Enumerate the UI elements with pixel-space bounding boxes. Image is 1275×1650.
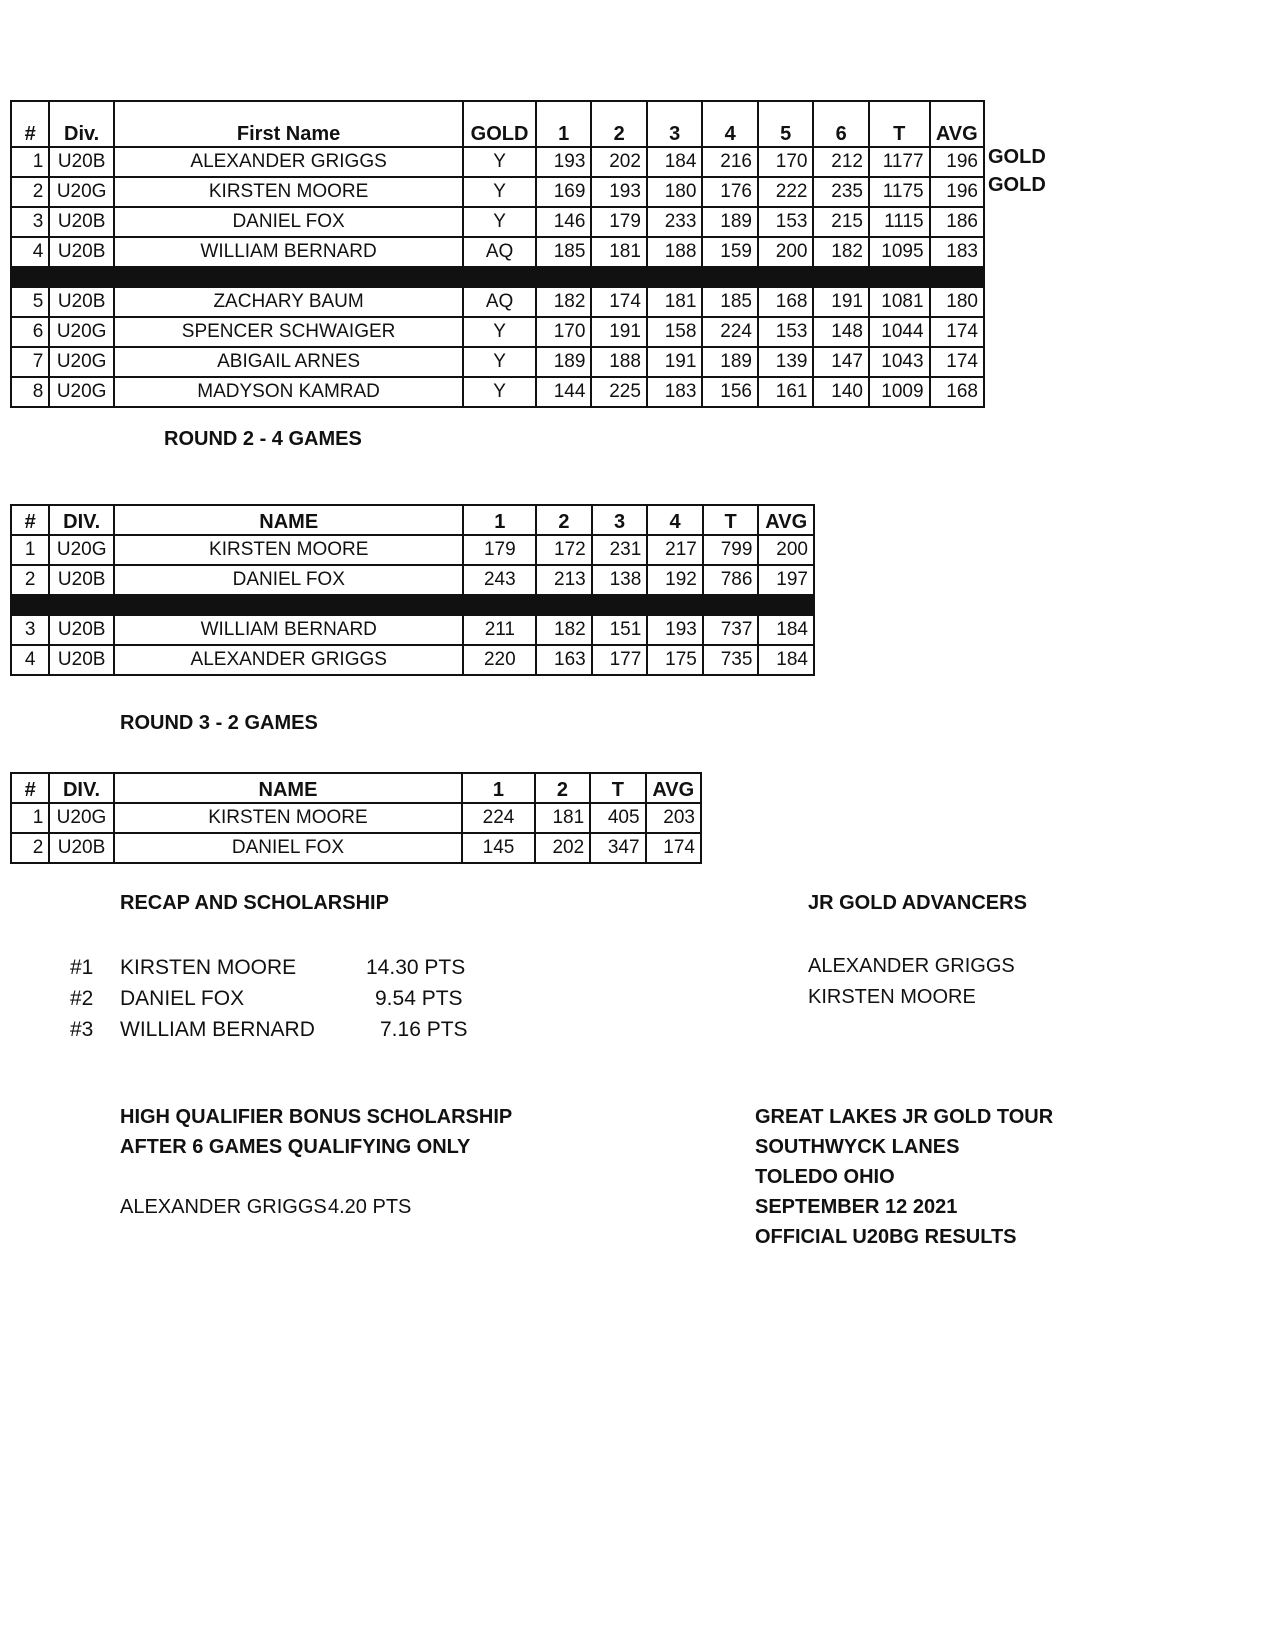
table-cell: DANIEL FOX [114,833,463,863]
table-header-row [11,505,814,535]
table-cell: 182 [536,287,592,317]
table-cell: U20B [49,237,114,267]
table-cell: 203 [646,803,701,833]
table-cell: 170 [758,147,814,177]
table-row [11,565,814,595]
table-cell: 153 [758,317,814,347]
table-cell: Y [463,377,536,407]
col-header: T [869,101,930,147]
table-cell: 196 [930,177,984,207]
cut-line-separator [11,595,814,615]
table-cell: 216 [702,147,758,177]
table-cell: 169 [536,177,592,207]
bonus-points: 4.20 PTS [328,1196,412,1218]
table-cell: 191 [647,347,703,377]
table-cell: U20B [49,615,114,645]
table-cell: 188 [647,237,703,267]
table-row [11,147,984,177]
table-cell: 146 [536,207,592,237]
recap-points: 14.30 PTS [366,956,466,979]
table-cell: U20B [49,565,114,595]
table-cell: 202 [535,833,590,863]
table-cell: 179 [463,535,536,565]
table-row [11,237,984,267]
table-cell: 140 [813,377,869,407]
table-cell: U20G [49,347,114,377]
table-cell: 1175 [869,177,930,207]
round1-body-bottom [11,287,984,407]
table-cell: 224 [702,317,758,347]
table-row [11,287,984,317]
col-header: 5 [758,101,814,147]
table-cell: 174 [646,833,701,863]
table-cell: MADYSON KAMRAD [114,377,463,407]
advancers-title: JR GOLD ADVANCERS [808,892,1027,914]
table-cell: 1 [11,147,49,177]
recap-rank: #3 [70,1018,94,1041]
table-cell: WILLIAM BERNARD [114,615,463,645]
table-cell: 185 [536,237,592,267]
table-cell: 145 [462,833,535,863]
table-cell: 168 [758,287,814,317]
table-cell: 193 [591,177,647,207]
table-cell: 189 [702,347,758,377]
col-header: 4 [647,505,703,535]
table-cell: 1095 [869,237,930,267]
col-header: # [11,101,49,147]
bonus-subtitle: AFTER 6 GAMES QUALIFYING ONLY [120,1136,471,1158]
table-cell: 159 [702,237,758,267]
event-date: SEPTEMBER 12 2021 [755,1196,958,1218]
table-cell: 1044 [869,317,930,347]
table-cell: 148 [813,317,869,347]
event-tour: GREAT LAKES JR GOLD TOUR [755,1106,1054,1128]
table-cell: 179 [591,207,647,237]
table-cell: ALEXANDER GRIGGS [114,645,463,675]
table-row [11,317,984,347]
table-cell: 158 [647,317,703,347]
round3-title: ROUND 3 - 2 GAMES [120,712,318,734]
table-cell: U20B [49,147,114,177]
table-cell: 212 [813,147,869,177]
table-cell: Y [463,177,536,207]
table-cell: 138 [592,565,648,595]
table-cell: 1043 [869,347,930,377]
round2-body-bottom [11,615,814,675]
table-cell: KIRSTEN MOORE [114,803,463,833]
table-cell: WILLIAM BERNARD [114,237,463,267]
table-cell: 191 [813,287,869,317]
recap-name: WILLIAM BERNARD [120,1018,315,1041]
recap-points: 9.54 PTS [375,987,463,1010]
table-row [11,615,814,645]
table-cell: U20B [49,833,113,863]
bonus-title: HIGH QUALIFIER BONUS SCHOLARSHIP [120,1106,513,1128]
col-header: 3 [647,101,703,147]
table-cell: 174 [930,347,984,377]
table-cell: 5 [11,287,49,317]
table-cell: 174 [930,317,984,347]
col-header: 6 [813,101,869,147]
table-cell: U20B [49,207,114,237]
table-row [11,177,984,207]
table-cell: DANIEL FOX [114,565,463,595]
table-cell: 153 [758,207,814,237]
table-cell: 2 [11,177,49,207]
gold-tag: GOLD [988,146,1046,168]
table-cell: 191 [591,317,647,347]
col-header: T [703,505,759,535]
table-cell: 163 [536,645,592,675]
table-cell: U20G [49,317,114,347]
table-cell: 6 [11,317,49,347]
table-cell: 224 [462,803,535,833]
col-header: # [11,505,49,535]
event-results-label: OFFICIAL U20BG RESULTS [755,1226,1017,1248]
recap-rank: #2 [70,987,94,1010]
advancer-name: ALEXANDER GRIGGS [808,955,1015,977]
col-header: First Name [114,101,463,147]
table-cell: ALEXANDER GRIGGS [114,147,463,177]
col-header: AVG [646,773,701,803]
table-cell: SPENCER SCHWAIGER [114,317,463,347]
table-cell: 147 [813,347,869,377]
table-cell: 186 [930,207,984,237]
table-cell: 184 [647,147,703,177]
col-header: 1 [536,101,592,147]
table-cell: 786 [703,565,759,595]
table-cell: U20B [49,287,114,317]
table-cell: 737 [703,615,759,645]
col-header: NAME [114,505,463,535]
table-cell: U20G [49,177,114,207]
round2-results-table [10,504,815,676]
table-row [11,347,984,377]
recap-title: RECAP AND SCHOLARSHIP [120,892,389,914]
table-cell: DANIEL FOX [114,207,463,237]
table-cell: 175 [647,645,703,675]
round3-results-table [10,772,702,864]
round3-body [11,803,701,863]
table-cell: 799 [703,535,759,565]
table-cell: 4 [11,645,49,675]
qualifying-results-table [10,100,985,408]
table-row [11,833,701,863]
table-cell: 1 [11,535,49,565]
table-cell: 174 [591,287,647,317]
table-cell: 231 [592,535,648,565]
table-cell: U20B [49,645,114,675]
round2-body-top [11,535,814,595]
round1-body-top [11,147,984,267]
table-cell: 181 [647,287,703,317]
table-cell: 200 [758,535,814,565]
table-cell: 1115 [869,207,930,237]
table-cell: 181 [591,237,647,267]
col-header: AVG [758,505,814,535]
table-cell: 200 [758,237,814,267]
table-cell: 188 [591,347,647,377]
table-cell: 183 [647,377,703,407]
col-header: 1 [462,773,535,803]
table-cell: 180 [647,177,703,207]
table-cell: 144 [536,377,592,407]
event-city: TOLEDO OHIO [755,1166,895,1188]
col-header: 2 [535,773,590,803]
round2-title: ROUND 2 - 4 GAMES [164,428,362,450]
table-cell: 168 [930,377,984,407]
recap-name: DANIEL FOX [120,987,245,1010]
col-header: NAME [114,773,463,803]
table-cell: 735 [703,645,759,675]
table-row [11,535,814,565]
table-cell: 1081 [869,287,930,317]
event-venue: SOUTHWYCK LANES [755,1136,960,1158]
table-cell: 213 [536,565,592,595]
col-header: 3 [592,505,648,535]
table-cell: 189 [536,347,592,377]
table-cell: ZACHARY BAUM [114,287,463,317]
table-cell: 193 [647,615,703,645]
col-header: T [590,773,645,803]
table-cell: Y [463,207,536,237]
table-cell: 3 [11,615,49,645]
table-cell: 184 [758,615,814,645]
table-cell: 182 [536,615,592,645]
table-header-row [11,773,701,803]
table-cell: Y [463,347,536,377]
recap-points: 7.16 PTS [380,1018,468,1041]
table-header-row [11,101,984,147]
table-cell: 211 [463,615,536,645]
col-header: DIV. [49,505,114,535]
table-row [11,207,984,237]
table-cell: Y [463,147,536,177]
col-header: GOLD [463,101,536,147]
table-cell: U20G [49,535,114,565]
col-header: DIV. [49,773,113,803]
gold-tag: GOLD [988,174,1046,196]
table-cell: 1177 [869,147,930,177]
table-cell: 180 [930,287,984,317]
advancer-name: KIRSTEN MOORE [808,986,976,1008]
table-cell: 405 [590,803,645,833]
table-cell: 4 [11,237,49,267]
table-cell: 182 [813,237,869,267]
col-header: Div. [49,101,114,147]
table-cell: 215 [813,207,869,237]
table-cell: 1 [11,803,49,833]
table-cell: 156 [702,377,758,407]
col-header: 2 [536,505,592,535]
table-cell: 176 [702,177,758,207]
table-cell: 220 [463,645,536,675]
table-cell: 225 [591,377,647,407]
table-cell: AQ [463,287,536,317]
table-row [11,377,984,407]
table-cell: 161 [758,377,814,407]
table-cell: 3 [11,207,49,237]
table-cell: AQ [463,237,536,267]
table-cell: ABIGAIL ARNES [114,347,463,377]
table-cell: 193 [536,147,592,177]
table-cell: 233 [647,207,703,237]
table-cell: 183 [930,237,984,267]
table-cell: 184 [758,645,814,675]
table-row [11,645,814,675]
table-cell: 2 [11,833,49,863]
table-cell: 1009 [869,377,930,407]
recap-rank: #1 [70,956,94,979]
col-header: 1 [463,505,536,535]
table-cell: 235 [813,177,869,207]
table-cell: 197 [758,565,814,595]
table-cell: 151 [592,615,648,645]
table-cell: 196 [930,147,984,177]
table-cell: 139 [758,347,814,377]
bonus-winner: ALEXANDER GRIGGS [120,1196,327,1218]
table-cell: 172 [536,535,592,565]
table-cell: 222 [758,177,814,207]
table-cell: 7 [11,347,49,377]
table-cell: 177 [592,645,648,675]
table-cell: 185 [702,287,758,317]
table-cell: 8 [11,377,49,407]
table-cell: 347 [590,833,645,863]
recap-name: KIRSTEN MOORE [120,956,297,979]
table-cell: 2 [11,565,49,595]
col-header: 2 [591,101,647,147]
table-cell: KIRSTEN MOORE [114,177,463,207]
table-cell: 192 [647,565,703,595]
table-cell: 202 [591,147,647,177]
col-header: AVG [930,101,984,147]
table-cell: Y [463,317,536,347]
table-cell: 217 [647,535,703,565]
table-cell: 170 [536,317,592,347]
table-cell: KIRSTEN MOORE [114,535,463,565]
cut-line-separator [11,267,984,287]
table-cell: U20G [49,377,114,407]
table-cell: U20G [49,803,113,833]
table-cell: 189 [702,207,758,237]
col-header: # [11,773,49,803]
table-cell: 181 [535,803,590,833]
col-header: 4 [702,101,758,147]
table-cell: 243 [463,565,536,595]
table-row [11,803,701,833]
